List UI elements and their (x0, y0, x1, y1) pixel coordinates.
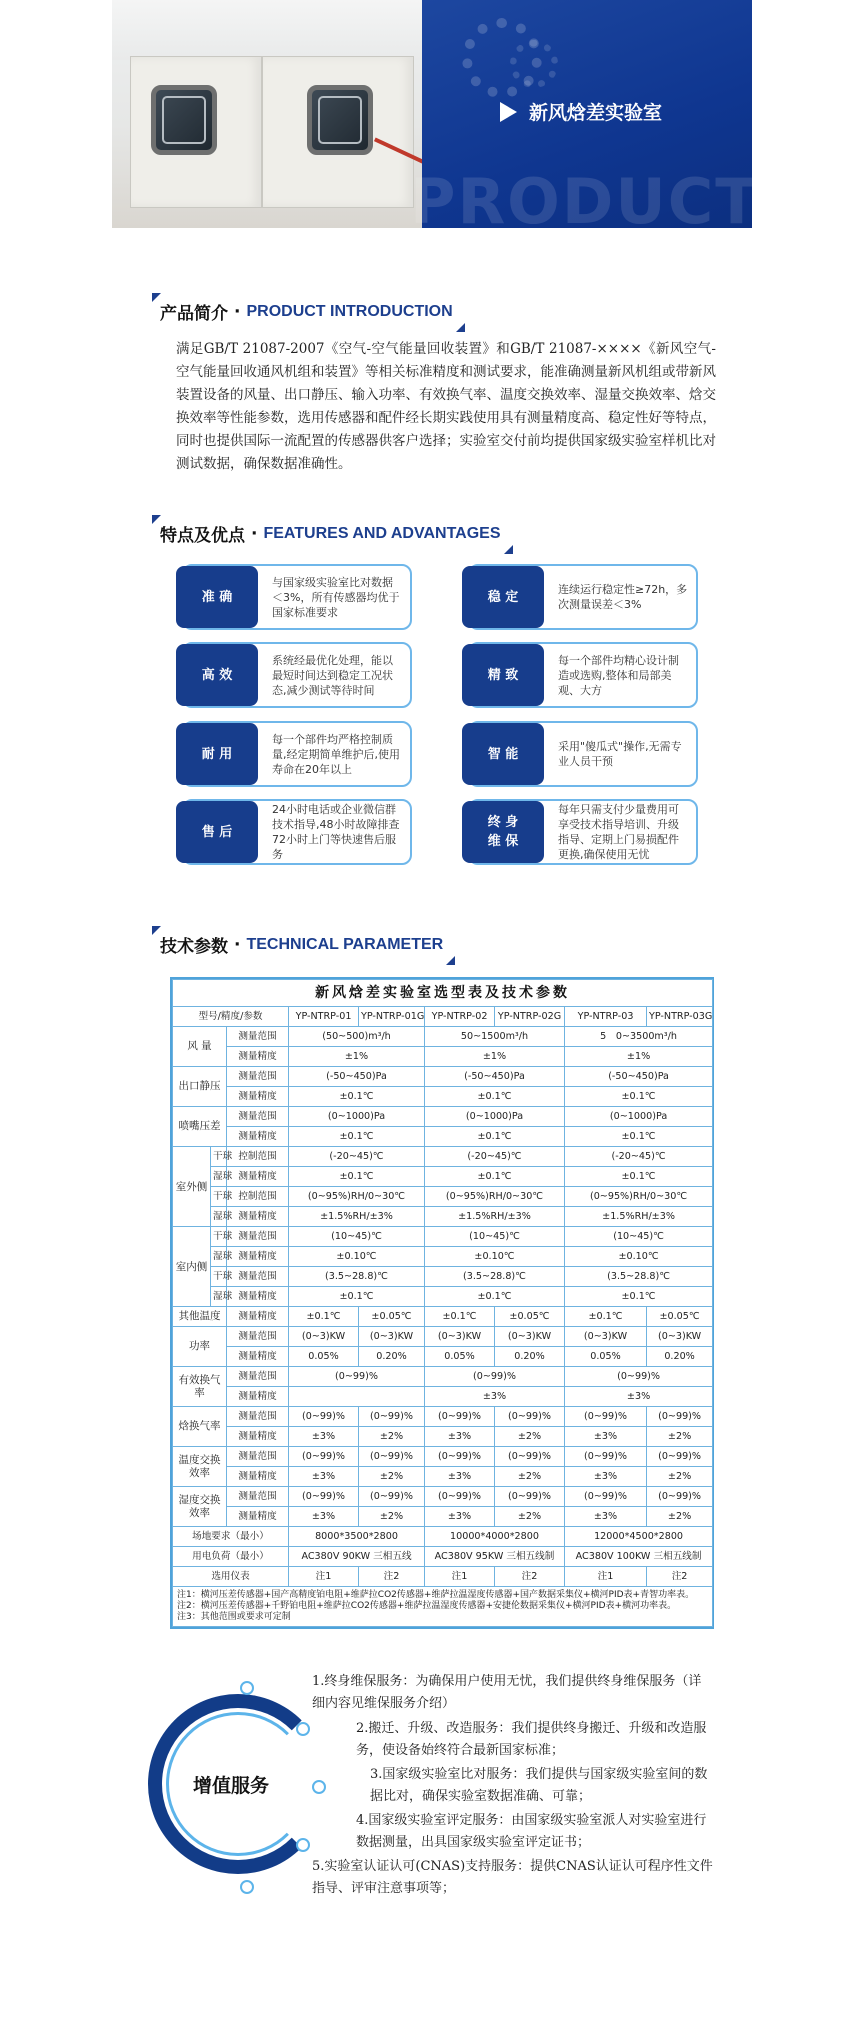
sub-label: 测量范围 (227, 1107, 289, 1127)
table-cell: 0.05% (565, 1347, 647, 1367)
sub-label: 测量范围 (227, 1367, 289, 1387)
table-cell: (0~99)% (289, 1407, 359, 1427)
feature-text: 与国家级实验室比对数据＜3%，所有传感器均优于国家标准要求 (272, 575, 400, 619)
sub-label: 测量精度 (227, 1087, 289, 1107)
table-cell: ±1% (565, 1047, 713, 1067)
table-cell: ±2% (359, 1427, 425, 1447)
table-cell: 5 0~3500m³/h (565, 1027, 713, 1047)
table-cell: ±0.1℃ (289, 1167, 425, 1187)
table-cell: 10000*4000*2800 (425, 1527, 565, 1547)
sub-label: 湿球 (211, 1287, 227, 1307)
table-cell: (3.5~28.8)℃ (425, 1267, 565, 1287)
feature-text: 每年只需支付少量费用可享受技术指导培训、升级指导、定期上门易损配件更换,确保使用无忧 (558, 803, 679, 861)
intro-text: 满足GB/T 21087-2007《空气-空气能量回收装置》和GB/T 21087-××××《新风空气-空气能量回收通风机组和装置》等相关标准精度和测试要求，能准确测量新风机组或带新风装置设备的风量、出口静压、输入功率、有效换气率、温度交换效率、湿量交换效率、焓交换效率等性能参数，选用传感器和配件经长期实践使用具有测量精度高、稳定性好等特点，同时也提供国际一流配置的传感器供客户选择；实验室交付前均提供国家级实验室样机比对测试数据，确保数据准确性。 (176, 341, 716, 472)
table-cell: (10~45)℃ (289, 1227, 425, 1247)
dot-icon (240, 1681, 254, 1695)
hero-banner (112, 0, 760, 238)
feature-card (462, 799, 698, 865)
table-cell: (0~99)% (359, 1487, 425, 1507)
table-cell: AC380V 90KW 三相五线 (289, 1547, 425, 1567)
dot-icon (296, 1722, 310, 1736)
dot-icon (240, 1880, 254, 1894)
table-cell: (-20~45)℃ (425, 1147, 565, 1167)
feature-label: 智 能 (462, 723, 544, 785)
table-cell: ±3% (565, 1427, 647, 1447)
table-cell: ±0.1℃ (425, 1087, 565, 1107)
table-cell: ±0.10℃ (565, 1247, 713, 1267)
feature-label: 售 后 (176, 801, 258, 863)
table-cell: ±3% (289, 1427, 359, 1447)
table-cell: (-50~450)Pa (565, 1067, 713, 1087)
sub-label: 测量范围 (227, 1487, 289, 1507)
table-cell: (0~3)KW (425, 1327, 495, 1347)
table-cell: ±0.1℃ (425, 1167, 565, 1187)
param-label: 喷嘴压差 (173, 1107, 227, 1147)
sub-label: 测量范围 (227, 1067, 289, 1087)
table-cell: ±3% (425, 1467, 495, 1487)
param-label: 有效换气率 (173, 1367, 227, 1407)
table-cell (289, 1387, 425, 1407)
table-cell: ±0.05℃ (359, 1307, 425, 1327)
feature-text: 采用"傻瓜式"操作,无需专业人员干预 (558, 740, 682, 768)
sub-label: 测量精度 (227, 1047, 289, 1067)
table-cell: ±1.5%RH/±3% (425, 1207, 565, 1227)
intro-heading-en: PRODUCT INTRODUCTION (246, 302, 453, 320)
intro-heading: 产品简介 · PRODUCT INTRODUCTION (160, 299, 453, 324)
sub-label: 测量精度 (227, 1167, 289, 1187)
param-label: 焓换气率 (173, 1407, 227, 1447)
table-cell: ±3% (565, 1387, 713, 1407)
table-cell: ±2% (647, 1427, 713, 1447)
sub-label: 干球 (211, 1267, 227, 1287)
sub-label: 测量精度 (227, 1287, 289, 1307)
feature-text: 每一个部件均精心设计制造或选购,整体和局部美观、大方 (558, 653, 679, 697)
table-cell: (-20~45)℃ (289, 1147, 425, 1167)
table-cell: (3.5~28.8)℃ (289, 1267, 425, 1287)
hero-title: 新风焓差实验室 (529, 102, 663, 124)
table-cell: (0~99)% (565, 1447, 647, 1467)
table-cell: ±0.1℃ (565, 1167, 713, 1187)
table-cell: (0~99)% (495, 1407, 565, 1427)
sub-label: 测量精度 (227, 1307, 289, 1327)
table-header: 型号/精度/参数 (173, 1007, 289, 1027)
service-item: 1.终身维保服务：为确保用户使用无忧，我们提供终身维保服务（详细内容见维保服务介绍） (312, 1674, 702, 1711)
param-label: 场地要求（最小） (173, 1527, 289, 1547)
sub-label: 湿球 (211, 1167, 227, 1187)
sub-label: 测量精度 (227, 1347, 289, 1367)
dot-icon (296, 1838, 310, 1852)
table-cell: ±3% (565, 1467, 647, 1487)
table-cell: ±0.05℃ (495, 1307, 565, 1327)
hero-title-panel (410, 0, 760, 238)
param-label: 其他温度 (173, 1307, 227, 1327)
table-cell: ±0.1℃ (289, 1307, 359, 1327)
note-line: 注3：其他范围或要求可定制 (177, 1612, 291, 1622)
gear-icon (510, 40, 558, 88)
table-cell: (3.5~28.8)℃ (565, 1267, 713, 1287)
table-title: 新风焓差实验室选型表及技术参数 (173, 980, 713, 1007)
service-title: 增值服务 (192, 1774, 269, 1797)
test-chamber-right (262, 56, 414, 208)
intro-heading-cn: 产品简介 (160, 304, 228, 324)
table-cell: (0~1000)Pa (565, 1107, 713, 1127)
table-cell: (0~95%)RH/0~30℃ (289, 1187, 425, 1207)
table-cell: ±0.10℃ (289, 1247, 425, 1267)
table-cell: ±2% (359, 1507, 425, 1527)
table-cell: 注2 (495, 1567, 565, 1587)
dot-icon (312, 1780, 326, 1794)
table-cell: (0~99)% (425, 1487, 495, 1507)
features-heading-en: FEATURES AND ADVANTAGES (263, 524, 501, 542)
service-item: 2.搬迁、升级、改造服务：我们提供终身搬迁、升级和改造服务，使设备始终符合最新国家标准； (356, 1721, 707, 1758)
model-name: YP-NTRP-01G (359, 1007, 425, 1027)
service-item: 3.国家级实验室比对服务：我们提供与国家级实验室间的数据比对，确保实验室数据准确、可靠； (370, 1767, 708, 1804)
table-cell: (0~3)KW (289, 1327, 359, 1347)
hero-bg-word: PRODUCT (410, 165, 760, 238)
feature-card (176, 721, 412, 787)
table-cell: ±3% (425, 1427, 495, 1447)
table-cell: ±0.1℃ (425, 1287, 565, 1307)
table-cell: ±0.10℃ (425, 1247, 565, 1267)
model-name: YP-NTRP-03G (647, 1007, 713, 1027)
model-name: YP-NTRP-02G (495, 1007, 565, 1027)
sub-label: 测量精度 (227, 1247, 289, 1267)
feature-card (176, 799, 412, 865)
model-name: YP-NTRP-02 (425, 1007, 495, 1027)
sub-label: 控制范围 (227, 1147, 289, 1167)
param-label: 功率 (173, 1327, 227, 1367)
table-cell: ±0.1℃ (425, 1307, 495, 1327)
features-heading: 特点及优点 · FEATURES AND ADVANTAGES (160, 521, 501, 546)
table-cell: (0~95%)RH/0~30℃ (425, 1187, 565, 1207)
table-cell: ±0.1℃ (289, 1127, 425, 1147)
sub-label: 湿球 (211, 1247, 227, 1267)
table-cell: ±2% (495, 1427, 565, 1447)
feature-label: 精 致 (462, 644, 544, 706)
sub-label: 测量范围 (227, 1227, 289, 1247)
table-cell: (0~3)KW (565, 1327, 647, 1347)
feature-label: 终 身 维 保 (462, 801, 544, 863)
param-label: 室内侧 (173, 1227, 211, 1307)
table-cell: (0~99)% (647, 1487, 713, 1507)
table-cell: (0~99)% (565, 1487, 647, 1507)
param-label: 湿度交换效率 (173, 1487, 227, 1527)
table-cell: ±0.1℃ (565, 1127, 713, 1147)
table-cell: (0~1000)Pa (425, 1107, 565, 1127)
feature-label: 高 效 (176, 644, 258, 706)
table-cell: ±2% (647, 1467, 713, 1487)
table-cell: 0.05% (425, 1347, 495, 1367)
table-cell: ±0.1℃ (565, 1307, 647, 1327)
table-cell: (0~95%)RH/0~30℃ (565, 1187, 713, 1207)
sub-label: 干球 (211, 1147, 227, 1167)
table-cell: (50~500)m³/h (289, 1027, 425, 1047)
sub-label: 测量精度 (227, 1387, 289, 1407)
table-cell: (0~99)% (565, 1407, 647, 1427)
table-cell: ±3% (289, 1467, 359, 1487)
param-label: 出口静压 (173, 1067, 227, 1107)
table-cell: ±1% (425, 1047, 565, 1067)
table-cell: ±1.5%RH/±3% (289, 1207, 425, 1227)
table-cell: ±3% (565, 1507, 647, 1527)
sub-label: 测量精度 (227, 1127, 289, 1147)
sub-label: 测量精度 (227, 1207, 289, 1227)
table-cell: (10~45)℃ (565, 1227, 713, 1247)
tech-heading-cn: 技术参数 (160, 937, 228, 957)
table-cell: ±0.05℃ (647, 1307, 713, 1327)
table-cell: (-50~450)Pa (425, 1067, 565, 1087)
table-cell: ±3% (425, 1387, 565, 1407)
sub-label: 测量范围 (227, 1267, 289, 1287)
spec-table (170, 977, 714, 1629)
table-cell: 注2 (359, 1567, 425, 1587)
feature-label: 准 确 (176, 566, 258, 628)
param-label: 选用仪表 (173, 1567, 289, 1587)
table-cell: 注1 (289, 1567, 359, 1587)
feature-card (462, 642, 698, 708)
sub-label: 干球 (211, 1187, 227, 1207)
table-cell: (0~99)% (359, 1407, 425, 1427)
param-label: 室外侧 (173, 1147, 211, 1227)
table-cell: ±2% (359, 1467, 425, 1487)
table-cell: AC380V 100KW 三相五线制 (565, 1547, 713, 1567)
table-cell: (0~99)% (495, 1487, 565, 1507)
table-cell: 注1 (425, 1567, 495, 1587)
service-item: 5.实验室认证认可(CNAS)支持服务：提供CNAS认证认可程序性文件指导、评审注意事项等； (312, 1859, 713, 1896)
table-cell: (0~99)% (289, 1447, 359, 1467)
sub-label: 测量范围 (227, 1407, 289, 1427)
table-cell: 0.20% (495, 1347, 565, 1367)
sub-label: 测量精度 (227, 1467, 289, 1487)
table-cell: 0.05% (289, 1347, 359, 1367)
feature-text: 每一个部件均严格控制质量,经定期简单维护后,使用寿命在20年以上 (272, 732, 400, 776)
table-cell: ±0.1℃ (289, 1087, 425, 1107)
table-cell: 0.20% (359, 1347, 425, 1367)
sub-label: 测量范围 (227, 1447, 289, 1467)
table-cell: (0~1000)Pa (289, 1107, 425, 1127)
table-cell: (0~3)KW (647, 1327, 713, 1347)
table-cell: ±1% (289, 1047, 425, 1067)
feature-label: 耐 用 (176, 723, 258, 785)
feature-card (176, 564, 412, 630)
table-cell: ±3% (425, 1507, 495, 1527)
table-cell: (10~45)℃ (425, 1227, 565, 1247)
table-cell: ±2% (495, 1467, 565, 1487)
table-cell: (0~99)% (425, 1407, 495, 1427)
table-cell: (0~99)% (647, 1447, 713, 1467)
param-label: 温度交换效率 (173, 1447, 227, 1487)
table-cell: ±0.1℃ (565, 1287, 713, 1307)
table-cell: ±0.1℃ (425, 1127, 565, 1147)
table-cell: ±0.1℃ (565, 1087, 713, 1107)
feature-label: 稳 定 (462, 566, 544, 628)
table-cell: ±1.5%RH/±3% (565, 1207, 713, 1227)
feature-card (462, 564, 698, 630)
table-cell: ±2% (647, 1507, 713, 1527)
table-cell: (0~99)% (565, 1367, 713, 1387)
service-badge (166, 1712, 310, 1856)
features-heading-cn: 特点及优点 (160, 526, 245, 546)
feature-text: 连续运行稳定性≥72h，多次测量误差＜3% (558, 583, 688, 611)
hero-photo (112, 0, 428, 228)
table-cell: (0~99)% (647, 1407, 713, 1427)
param-label: 用电负荷（最小） (173, 1547, 289, 1567)
table-cell: 50~1500m³/h (425, 1027, 565, 1047)
sub-label: 测量精度 (227, 1507, 289, 1527)
model-name: YP-NTRP-03 (565, 1007, 647, 1027)
table-cell: (0~3)KW (359, 1327, 425, 1347)
note-line: 注1：横河压差传感器+国产高精度铂电阻+维萨拉CO2传感器+维萨拉温湿度传感器+国产数据采集仪+横河PID表+青智功率表。 (177, 1590, 695, 1600)
table-cell: (-50~450)Pa (289, 1067, 425, 1087)
table-cell: ±2% (495, 1507, 565, 1527)
param-label: 风 量 (173, 1027, 227, 1067)
sub-label: 控制范围 (227, 1187, 289, 1207)
sub-label: 干球 (211, 1227, 227, 1247)
tech-heading-en: TECHNICAL PARAMETER (246, 935, 444, 953)
table-cell: (0~99)% (425, 1447, 495, 1467)
feature-text: 系统经最优化处理，能以最短时间达到稳定工况状态,减少测试等待时间 (272, 653, 393, 697)
feature-text: 24小时电话或企业微信群技术指导,48小时故障排查72小时上门等快速售后服务 (272, 803, 400, 861)
sub-label: 测量范围 (227, 1027, 289, 1047)
tech-heading: 技术参数 · TECHNICAL PARAMETER (160, 932, 443, 957)
table-cell: (0~99)% (425, 1367, 565, 1387)
feature-card (176, 642, 412, 708)
play-arrow-icon (500, 102, 517, 122)
table-cell: AC380V 95KW 三相五线制 (425, 1547, 565, 1567)
table-cell: 12000*4500*2800 (565, 1527, 713, 1547)
sub-label: 测量范围 (227, 1327, 289, 1347)
table-cell: (0~99)% (495, 1447, 565, 1467)
table-cell: (0~3)KW (495, 1327, 565, 1347)
table-cell: 注1 (565, 1567, 647, 1587)
table-cell: ±0.1℃ (289, 1287, 425, 1307)
table-cell: (0~99)% (289, 1487, 359, 1507)
table-cell: 0.20% (647, 1347, 713, 1367)
table-cell: ±3% (289, 1507, 359, 1527)
sub-label: 测量精度 (227, 1427, 289, 1447)
table-cell: (-20~45)℃ (565, 1147, 713, 1167)
note-line: 注2：横河压差传感器+千野铂电阻+维萨拉CO2传感器+维萨拉温湿度传感器+安捷伦数据采集仪+横河PID表+横河功率表。 (177, 1601, 677, 1611)
table-cell: 8000*3500*2800 (289, 1527, 425, 1547)
feature-card (462, 721, 698, 787)
sub-label: 湿球 (211, 1207, 227, 1227)
table-cell: (0~99)% (359, 1447, 425, 1467)
test-chamber-left (130, 56, 262, 208)
table-notes (173, 1587, 713, 1627)
service-item: 4.国家级实验室评定服务：由国家级实验室派人对实验室进行数据测量，出具国家级实验室评定证书； (356, 1813, 707, 1850)
model-name: YP-NTRP-01 (289, 1007, 359, 1027)
table-cell: (0~99)% (289, 1367, 425, 1387)
table-cell: 注2 (647, 1567, 713, 1587)
